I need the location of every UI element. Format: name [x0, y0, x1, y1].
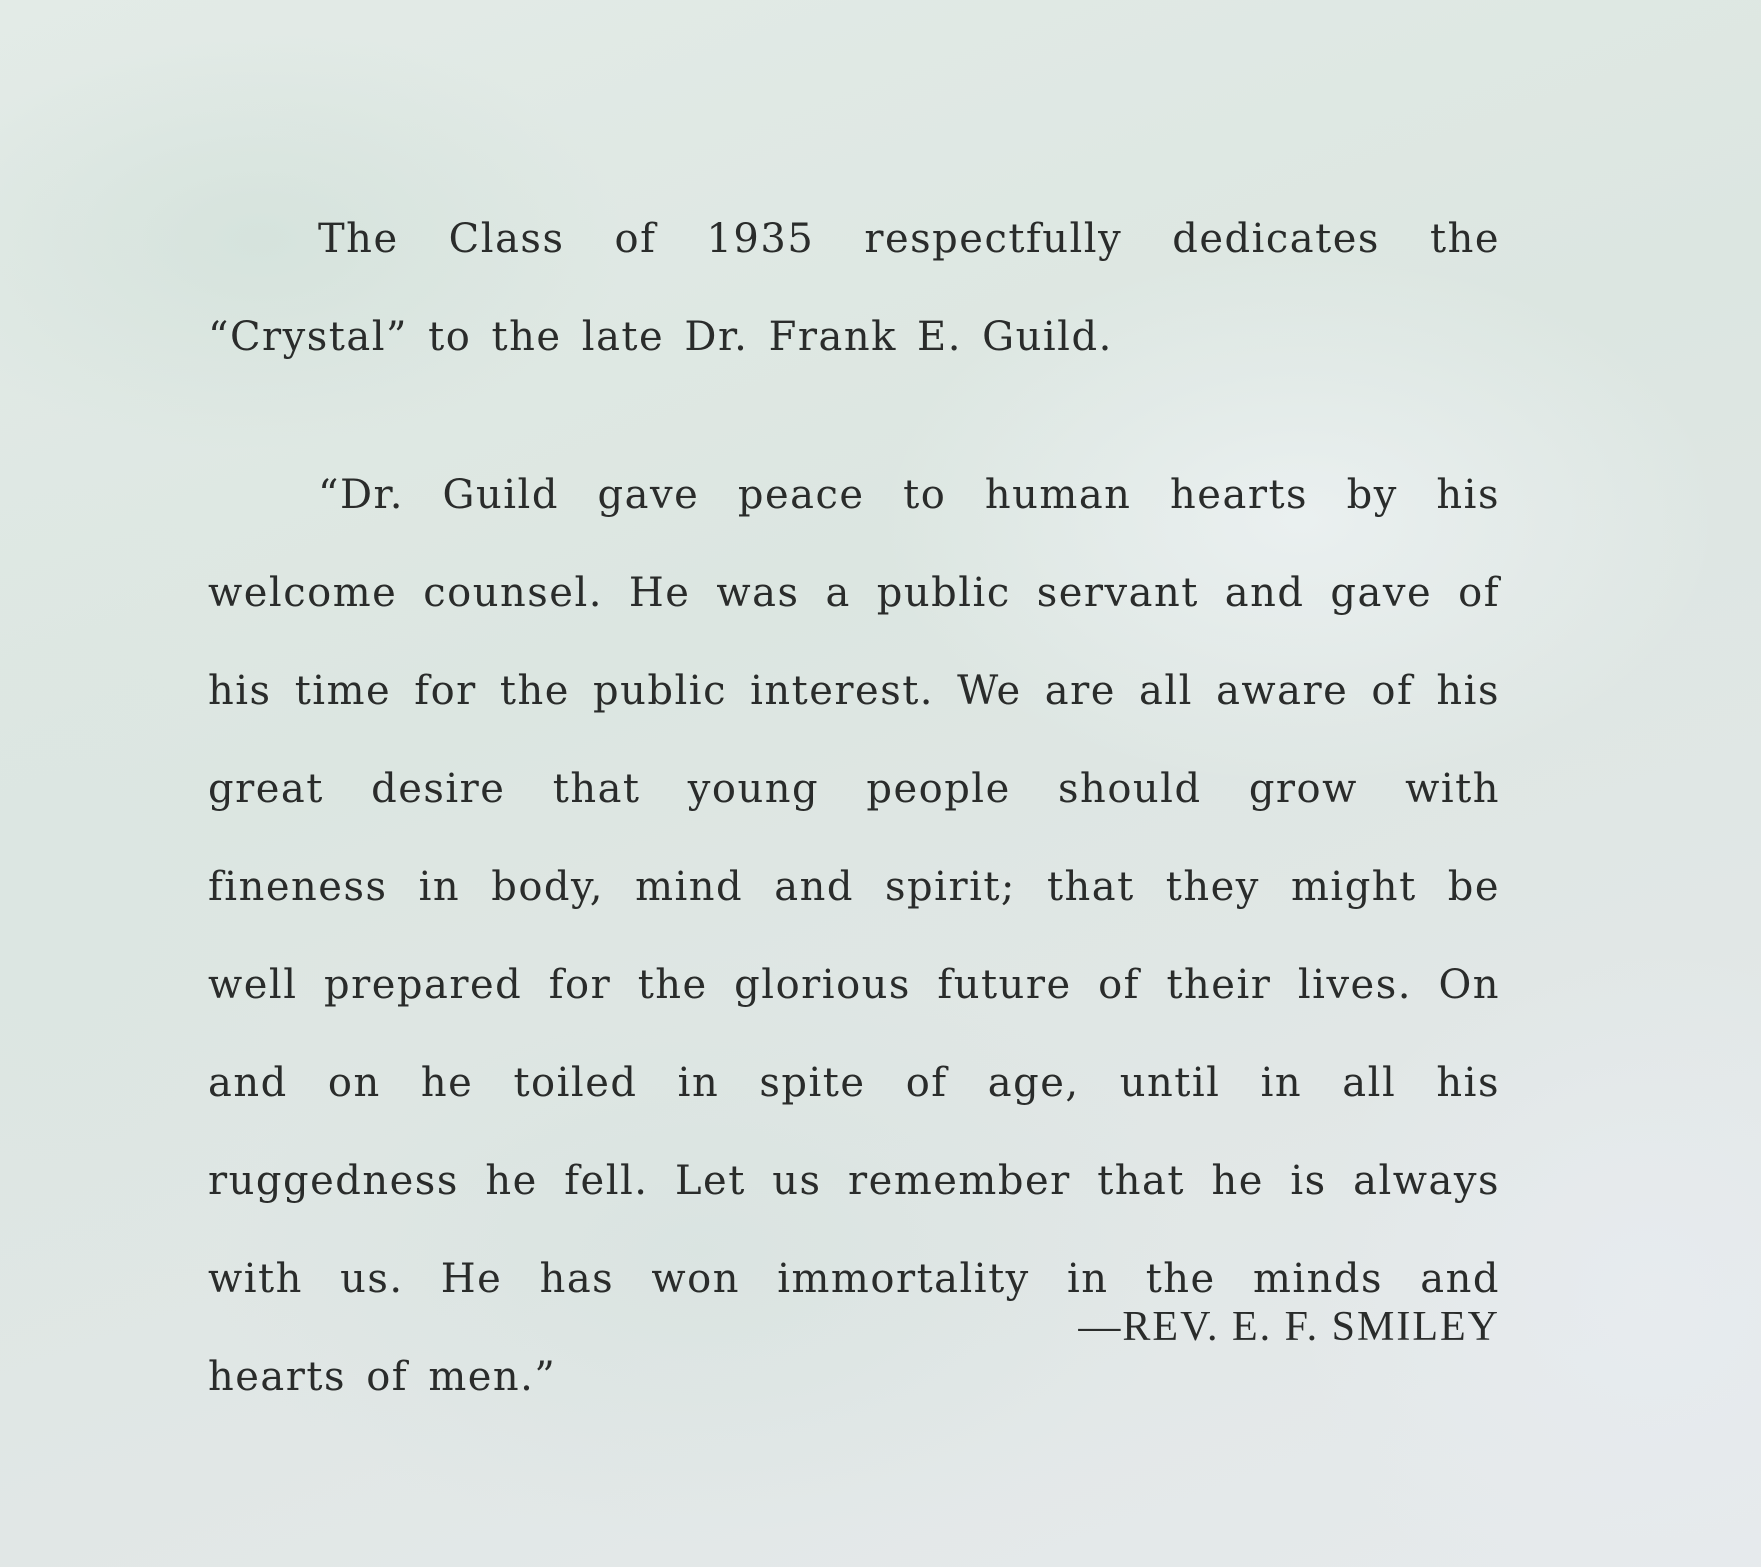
dedication-text	[208, 190, 1500, 1426]
attribution: —REV. E. F. SMILEY	[1078, 1304, 1500, 1350]
dedication-paragraph: The Class of 1935 respectfully dedicates the “Crystal” to the late Dr. Frank E. Guild.	[208, 216, 1500, 360]
quote-paragraph: “Dr. Guild gave peace to human hearts by his welcome counsel. He was a public servant and gave of his time for the public interest. We are all aware of his great desire that young people should grow with fineness in body, mind and spirit; that they might be well prepared for the glorious future of their lives. On and on he toiled in spite of age, until in all his ruggedness he fell. Let us remember that he is always with us. He has won immortality in the minds and hearts of men.”	[208, 472, 1500, 1400]
